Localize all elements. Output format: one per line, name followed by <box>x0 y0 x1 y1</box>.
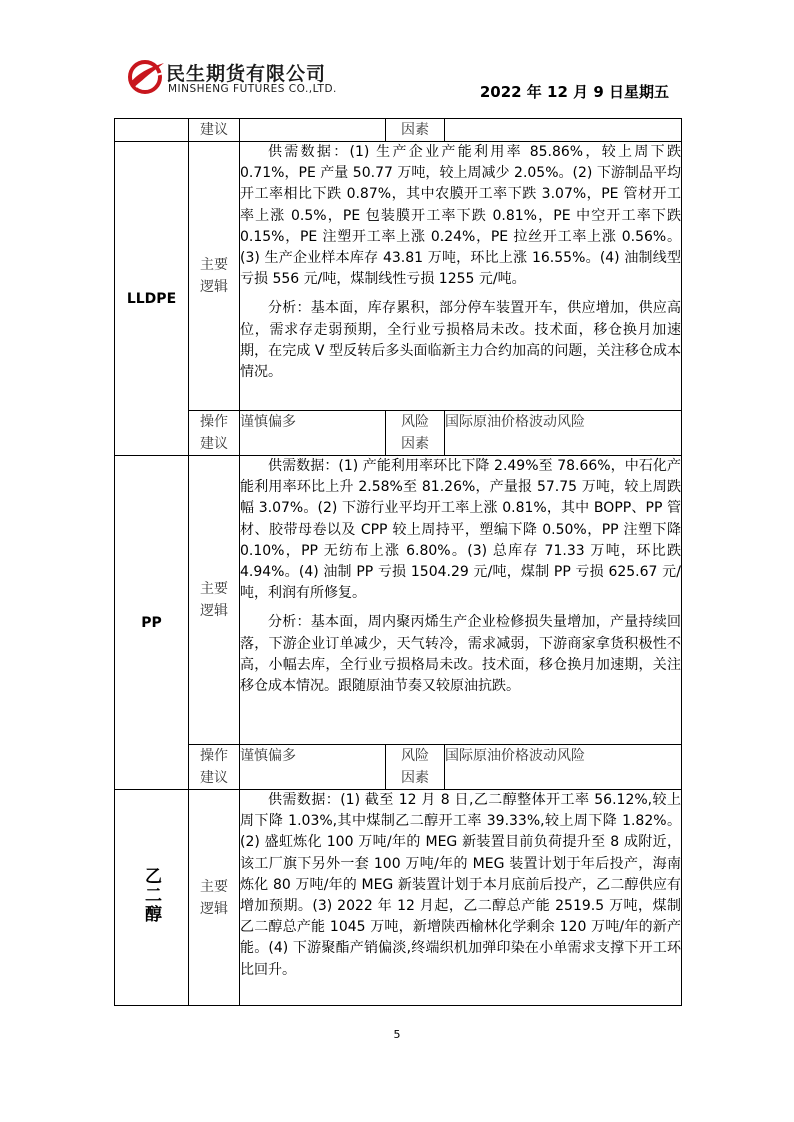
company-name-cn: 民生期货有限公司 <box>166 63 327 85</box>
op-label-text: 操作 建议 <box>200 748 228 786</box>
table-row-meg-logic <box>115 790 682 1006</box>
risk-value: 国际原油价格波动风险 <box>445 745 682 790</box>
risk-label <box>386 411 445 456</box>
analysis-table <box>114 118 682 1006</box>
logic-label-text: 主要 逻辑 <box>200 878 228 917</box>
op-value-empty <box>240 119 386 142</box>
supply-demand-paragraph: 供需数据：(1) 产能利用率环比下降 2.49%至 78.66%，中石化产能利用率环比上升 2.58%至 81.26%，产量报 57.75 万吨，较上周跌幅 3.07%。(2) 下游行业平均开工率上涨 0.81%，其中 BOPP、PP 管材、胶带母卷以及 CPP 较上周持平，塑编下降 0.50%，PP 注塑下降 0.10%，PP 无纺布上涨 6.80%。(3) 总库存 71.33 万吨，环比跌 4.94%。(4) 油制 PP 亏损 1504.29 元/吨，煤制 PP 亏损 625.67 元/吨，利润有所修复。 <box>240 458 681 602</box>
table-row-lldpe-logic <box>115 142 682 411</box>
op-label <box>189 745 240 790</box>
table-row-pp-advice <box>115 745 682 790</box>
logic-content-lldpe <box>240 142 682 411</box>
analysis-paragraph: 分析：基本面，周内聚丙烯生产企业检修损失量增加，产量持续回落，下游企业订单减少，天气转冷，需求减弱，下游商家拿货积极性不高，小幅去库，全行业亏损格局未改。技术面，移仓换月加速期，关注移仓成本情况。跟随原油节奏又较原油抗跌。 <box>240 614 681 695</box>
risk-value: 国际原油价格波动风险 <box>445 411 682 456</box>
logic-content-pp <box>240 456 682 745</box>
table-row-continuation <box>115 119 682 142</box>
product-name-lldpe: LLDPE <box>115 142 189 456</box>
supply-demand-paragraph: 供需数据：(1) 截至 12 月 8 日,乙二醇整体开工率 56.12%,较上周下降 1.03%,其中煤制乙二醇开工率 39.33%,较上周下降 1.82%。(2) 盛虹炼化 100 万吨/年的 MEG 新装置目前负荷提升至 8 成附近，该工厂旗下另外一套 100 万吨/年的 MEG 装置计划于年后投产，海南炼化 80 万吨/年的 MEG 新装置计划于本月底前后投产，乙二醇供应有增加预期。(3) 2022 年 12 月起，乙二醇总产能 2519.5 万吨，煤制乙二醇总产能 1045 万吨，新增陕西榆林化学剩余 120 万吨/年的新产能。(4) 下游聚酯产销偏淡,终端织机加弹印染在小单需求支撑下开工环比回升。 <box>240 792 681 978</box>
supply-demand-paragraph: 供需数据：(1) 生产企业产能利用率 85.86%，较上周下跌 0.71%，PE 产量 50.77 万吨，较上周减少 2.05%。(2) 下游制品平均开工率相比下跌 0.87%，其中农膜开工率下跌 3.07%，PE 管材开工率上涨 0.5%，PE 包装膜开工率下跌 0.81%，PE 中空开工率下跌 0.15%，PE 注塑开工率上涨 0.24%，PE 拉丝开工率上涨 0.56%。(3) 生产企业样本库存 43.81 万吨，环比上涨 16.55%。(4) 油制线型亏损 556 元/吨，煤制线性亏损 1255 元/吨。 <box>240 144 681 288</box>
logic-label-text: 主要 逻辑 <box>200 257 228 295</box>
risk-label-text: 风险 因素 <box>401 414 429 452</box>
op-value: 谨慎偏多 <box>240 411 386 456</box>
product-name-pp: PP <box>115 456 189 790</box>
risk-label-continued: 因素 <box>386 119 445 142</box>
logic-label <box>189 790 240 1006</box>
risk-value-empty <box>445 119 682 142</box>
product-name-meg <box>115 790 189 1006</box>
product-name-meg-text: 乙二醇 <box>141 867 161 924</box>
table-row-lldpe-advice <box>115 411 682 456</box>
risk-label <box>386 745 445 790</box>
table-row-pp-logic <box>115 456 682 745</box>
product-cell-empty <box>115 119 189 142</box>
op-label-text: 操作 建议 <box>200 414 228 452</box>
analysis-paragraph: 分析：基本面，库存累积，部分停车装置开车，供应增加，供应高位，需求存走弱预期，全行业亏损格局未改。技术面，移仓换月加速期，在完成 V 型反转后多头面临新主力合约加高的问题，关注移仓成本情况。 <box>240 300 681 381</box>
report-date: 2022 年 12 月 9 日星期五 <box>479 83 669 101</box>
company-name-en: MINSHENG FUTURES CO.,LTD. <box>168 83 337 95</box>
company-logo <box>126 55 366 105</box>
logic-label-text: 主要 逻辑 <box>200 581 228 619</box>
logic-content-meg <box>240 790 682 1006</box>
minsheng-logo-icon <box>126 57 166 95</box>
page-number: 5 <box>393 1028 401 1041</box>
risk-label-text: 风险 因素 <box>401 748 429 786</box>
op-value: 谨慎偏多 <box>240 745 386 790</box>
op-label-continued: 建议 <box>189 119 240 142</box>
logic-label <box>189 142 240 411</box>
logic-label <box>189 456 240 745</box>
op-label <box>189 411 240 456</box>
